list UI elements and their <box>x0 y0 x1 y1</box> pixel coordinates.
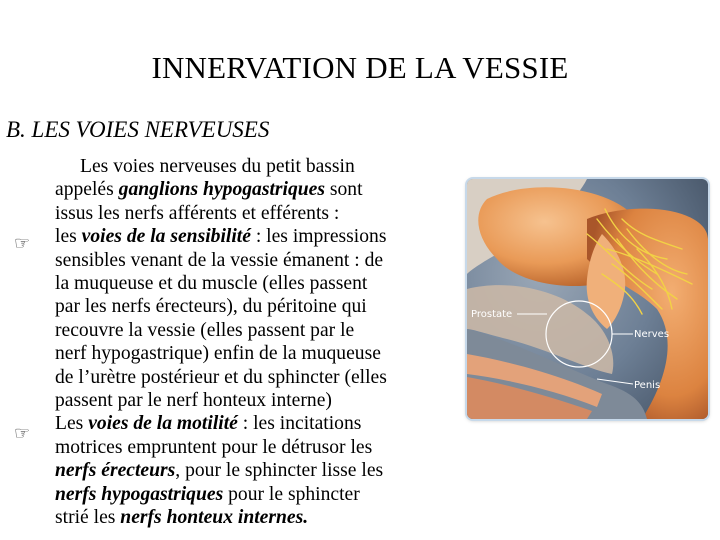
text-line: de l’urètre postérieur et du sphincter (elles <box>55 366 387 388</box>
intro-line: Les voies nerveuses du petit bassin <box>80 156 355 177</box>
prostate-label: Prostate <box>471 309 513 320</box>
body-text <box>55 155 475 530</box>
text-line: motrices empruntent pour le détrusor les <box>55 436 373 458</box>
text-line: nerf hypogastrique) enfin de la muqueuse <box>55 343 381 365</box>
slide-title: INNERVATION DE LA VESSIE <box>151 50 569 85</box>
intro-line: appelés ganglions hypogastriques sont <box>55 179 363 201</box>
bullet-sensibilite: les voies de la sensibilité : les impressions <box>55 226 387 248</box>
anatomy-illustration <box>467 179 708 419</box>
nerves-label: Nerves <box>634 329 670 340</box>
text-line: strié les nerfs honteux internes. <box>55 507 309 529</box>
text-line: nerfs érecteurs, pour le sphincter lisse les <box>55 460 384 482</box>
text-line: la muqueuse et du muscle (elles passent <box>55 273 368 295</box>
text-line: recouvre la vessie (elles passent par le <box>55 319 355 341</box>
text-line: par les nerfs érecteurs), du péritoine qui <box>55 296 367 318</box>
penis-label: Penis <box>634 380 661 391</box>
section-subtitle: B. LES VOIES NERVEUSES <box>6 117 270 142</box>
bullet-motilite: Les voies de la motilité : les incitations <box>55 413 362 435</box>
text-line: passent par le nerf honteux interne) <box>55 390 332 412</box>
text-line: nerfs hypogastriques pour le sphincter <box>55 483 360 505</box>
text-line: sensibles venant de la vessie émanent : de <box>55 249 384 271</box>
feather-arrow-icon: ☞ <box>14 423 31 444</box>
intro-line: issus les nerfs afférents et efférents : <box>55 202 340 224</box>
feather-arrow-icon: ☞ <box>14 233 31 254</box>
